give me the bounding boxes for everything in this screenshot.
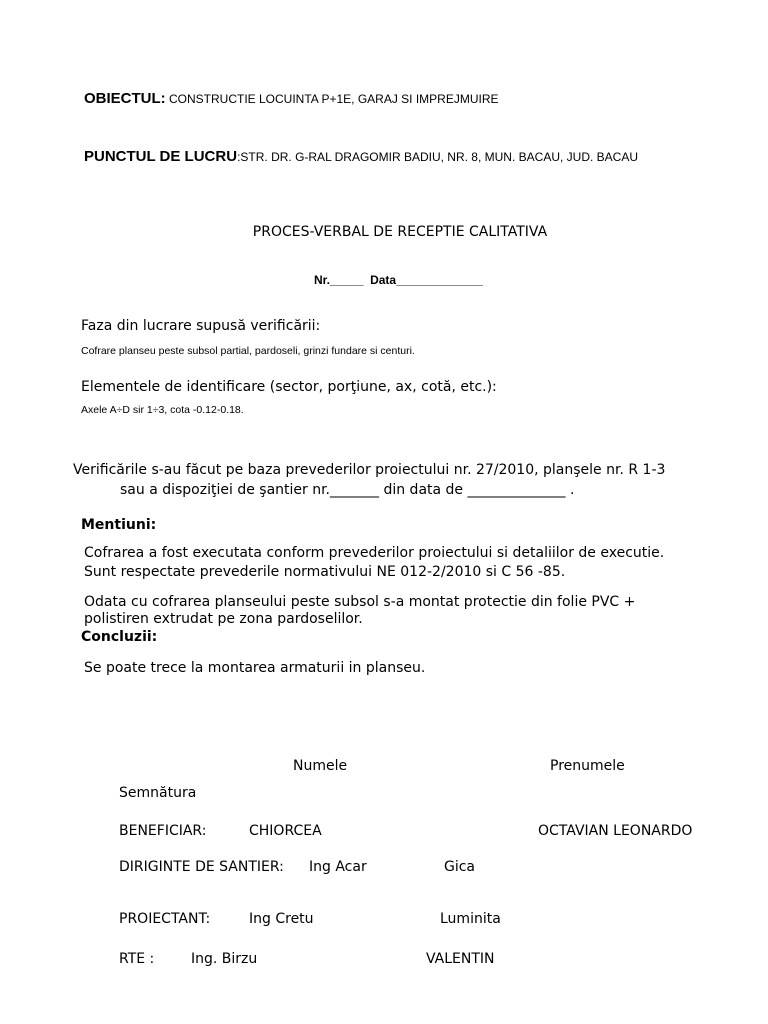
mentiuni-p1-line-2: Sunt respectate prevederile normativului NE 012-2/2010 si C 56 -85. xyxy=(84,564,566,580)
signature-row-nume: CHIORCEA xyxy=(249,823,322,839)
signature-row-prenume: Luminita xyxy=(440,911,501,927)
elemente-value: Axele A÷D sir 1÷3, cota -0.12-0.18. xyxy=(81,404,244,416)
punct-de-lucru-label: PUNCTUL DE LUCRU xyxy=(84,148,238,165)
concluzii-text: Se poate trece la montarea armaturii in planseu. xyxy=(84,660,426,676)
signature-row-nume: Ing Acar xyxy=(309,859,367,875)
column-numele: Numele xyxy=(293,758,348,774)
obiectul-value: CONSTRUCTIE LOCUINTA P+1E, GARAJ SI IMPREJMUIRE xyxy=(165,92,499,106)
verificari-line-2: sau a dispoziţiei de şantier nr._______ din data de ______________ . xyxy=(120,482,575,498)
verificari-line-1: Verificările s-au făcut pe baza prevederilor proiectului nr. 27/2010, planşele nr. R 1-3 xyxy=(73,462,666,478)
concluzii-heading: Concluzii: xyxy=(81,629,158,645)
number-field: Nr._____ xyxy=(314,273,364,287)
punct-de-lucru-line xyxy=(84,148,638,166)
signature-row-prenume: VALENTIN xyxy=(426,951,495,967)
document-title: PROCES-VERBAL DE RECEPTIE CALITATIVA xyxy=(252,224,548,240)
signature-row-nume: Ing. Birzu xyxy=(191,951,258,967)
punct-de-lucru-value: :STR. DR. G-RAL DRAGOMIR BADIU, NR. 8, MUN. BACAU, JUD. BACAU xyxy=(237,150,638,164)
mentiuni-heading: Mentiuni: xyxy=(81,517,157,533)
signature-row-role: DIRIGINTE DE SANTIER: xyxy=(119,859,284,875)
signature-row-nume: Ing Cretu xyxy=(249,911,314,927)
faza-value: Cofrare planseu peste subsol partial, pardoseli, grinzi fundare si centuri. xyxy=(81,345,415,357)
obiectul-line xyxy=(84,90,499,108)
signature-row-role: PROIECTANT: xyxy=(119,911,211,927)
elemente-label: Elementele de identificare (sector, porţiune, ax, cotă, etc.): xyxy=(81,379,497,395)
signature-row-role: BENEFICIAR: xyxy=(119,823,207,839)
mentiuni-p1-line-1: Cofrarea a fost executata conform prevederilor proiectului si detaliilor de executie. xyxy=(84,545,665,561)
obiectul-label: OBIECTUL: xyxy=(84,90,166,107)
number-date-line xyxy=(314,273,483,287)
column-semnatura: Semnătura xyxy=(119,785,197,801)
date-field: Data_____________ xyxy=(370,273,483,287)
signature-row-role: RTE : xyxy=(119,951,155,967)
mentiuni-p2-line-1: Odata cu cofrarea planseului peste subsol s-a montat protectie din folie PVC + xyxy=(84,594,636,610)
faza-label: Faza din lucrare supusă verificării: xyxy=(81,318,321,334)
signature-row-prenume: OCTAVIAN LEONARDO xyxy=(538,823,693,839)
column-prenumele: Prenumele xyxy=(550,758,625,774)
mentiuni-p2-line-2: polistiren extrudat pe zona pardoselilor. xyxy=(84,611,363,627)
signature-row-prenume: Gica xyxy=(444,859,476,875)
